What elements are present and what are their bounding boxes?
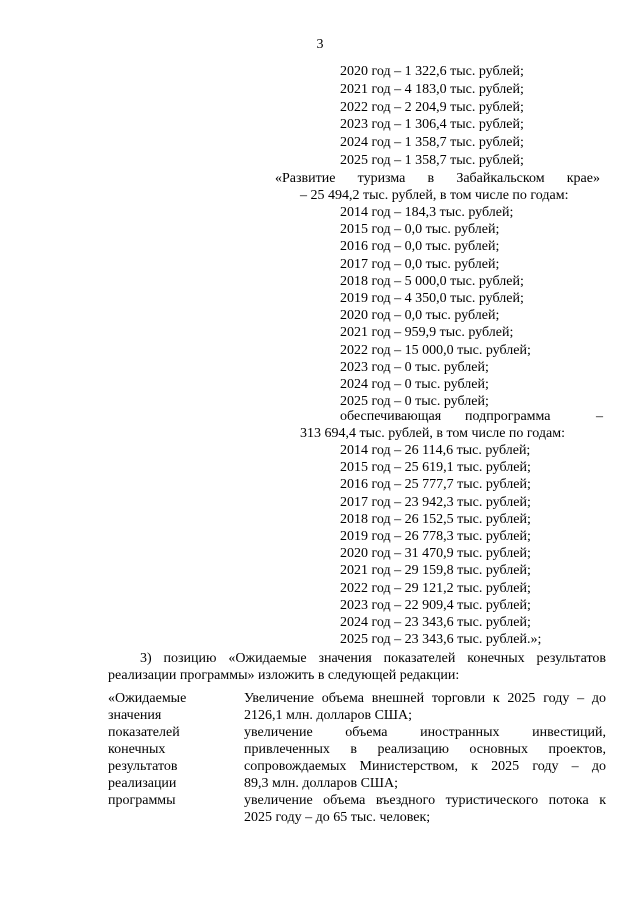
label-line: программы [108, 793, 176, 808]
value-line: привлеченных в реализацию основных проектов, [244, 742, 606, 757]
value-line: Увеличение объема внешней торговли к 2025 году – до [244, 691, 606, 706]
financing-year-line: 2023 год – 1 306,4 тыс. рублей; [340, 117, 524, 133]
financing-year-line: 2022 год – 2 204,9 тыс. рублей; [340, 99, 524, 115]
tourism-year-line: 2017 год – 0,0 тыс. рублей; [340, 256, 500, 272]
financing-year-line: 2025 год – 1 358,7 тыс. рублей; [340, 153, 524, 168]
label-line: значения [108, 708, 162, 723]
support-year-line: 2015 год – 25 619,1 тыс. рублей; [340, 460, 531, 476]
support-year-line: 2017 год – 23 942,3 тыс. рублей; [340, 494, 531, 510]
financing-year-line: 2021 год – 4 183,0 тыс. рублей; [340, 81, 524, 97]
support-year-line: 2022 год – 29 121,2 тыс. рублей; [340, 580, 531, 596]
tourism-year-line: 2018 год – 5 000,0 тыс. рублей; [340, 273, 524, 289]
tourism-year-line: 2020 год – 0,0 тыс. рублей; [340, 308, 500, 324]
label-line: конечных [108, 742, 166, 757]
support-year-line: 2016 год – 25 777,7 тыс. рублей; [340, 477, 531, 493]
support-year-line: 2021 год – 29 159,8 тыс. рублей; [340, 563, 531, 579]
support-title-word: обеспечивающая [340, 409, 442, 424]
value-line: увеличение объема иностранных инвестиций, [244, 725, 606, 740]
support-year-line: 2025 год – 23 343,6 тыс. рублей.»; [340, 632, 542, 648]
label-line: показателей [108, 725, 180, 740]
label-line: результатов [108, 759, 178, 774]
tourism-year-line: 2016 год – 0,0 тыс. рублей; [340, 239, 500, 255]
financing-year-line: 2020 год – 1 322,6 тыс. рублей; [340, 64, 524, 79]
table-value-cell [244, 690, 606, 826]
support-year-line: 2020 год – 31 470,9 тыс. рублей; [340, 546, 531, 562]
item3-line1: 3) позицию «Ожидаемые значения показателей конечных результатов [140, 651, 606, 666]
tourism-year-line: 2014 год – 184,3 тыс. рублей; [340, 205, 514, 220]
support-year-line: 2023 год – 22 909,4 тыс. рублей; [340, 597, 531, 613]
tourism-year-line: 2024 год – 0 тыс. рублей; [340, 377, 489, 392]
item3-line2: реализации программы» изложить в следующей редакции: [108, 668, 460, 683]
tourism-year-line: 2019 год – 4 350,0 тыс. рублей; [340, 291, 524, 306]
tourism-subprogram-total: – 25 494,2 тыс. рублей, в том числе по годам: [300, 188, 569, 203]
tourism-subprogram-title: «Развитие туризма в Забайкальском крае» [275, 171, 600, 186]
tourism-year-line: 2021 год – 959,9 тыс. рублей; [340, 325, 514, 341]
value-line: 89,3 млн. долларов США; [244, 776, 399, 791]
tourism-year-line: 2025 год – 0 тыс. рублей; [340, 394, 489, 410]
value-line: 2126,1 млн. долларов США; [244, 708, 413, 723]
table-label-cell [108, 690, 223, 809]
tourism-year-line: 2022 год – 15 000,0 тыс. рублей; [340, 342, 531, 358]
support-year-line: 2019 год – 26 778,3 тыс. рублей; [340, 529, 531, 544]
financing-year-line: 2024 год – 1 358,7 тыс. рублей; [340, 135, 524, 151]
label-line: «Ожидаемые [108, 691, 187, 706]
value-line: 2025 году – до 65 тыс. человек; [244, 810, 431, 825]
tourism-year-line: 2015 год – 0,0 тыс. рублей; [340, 222, 500, 238]
tourism-year-line: 2023 год – 0 тыс. рублей; [340, 359, 489, 375]
support-subprogram-total: 313 694,4 тыс. рублей, в том числе по годам: [300, 426, 565, 441]
value-line: сопровождаемых Министерством, к 2025 году – до [244, 759, 606, 774]
support-year-line: 2018 год – 26 152,5 тыс. рублей; [340, 511, 531, 527]
page-number: 3 [316, 37, 324, 52]
support-year-line: 2024 год – 23 343,6 тыс. рублей; [340, 615, 531, 630]
support-title-word: подпрограмма [465, 409, 551, 424]
support-year-line: 2014 год – 26 114,6 тыс. рублей; [340, 443, 531, 458]
label-line: реализации [108, 776, 177, 791]
support-title-dash: – [596, 409, 603, 424]
value-line: увеличение объема въездного туристического потока к [244, 793, 606, 808]
